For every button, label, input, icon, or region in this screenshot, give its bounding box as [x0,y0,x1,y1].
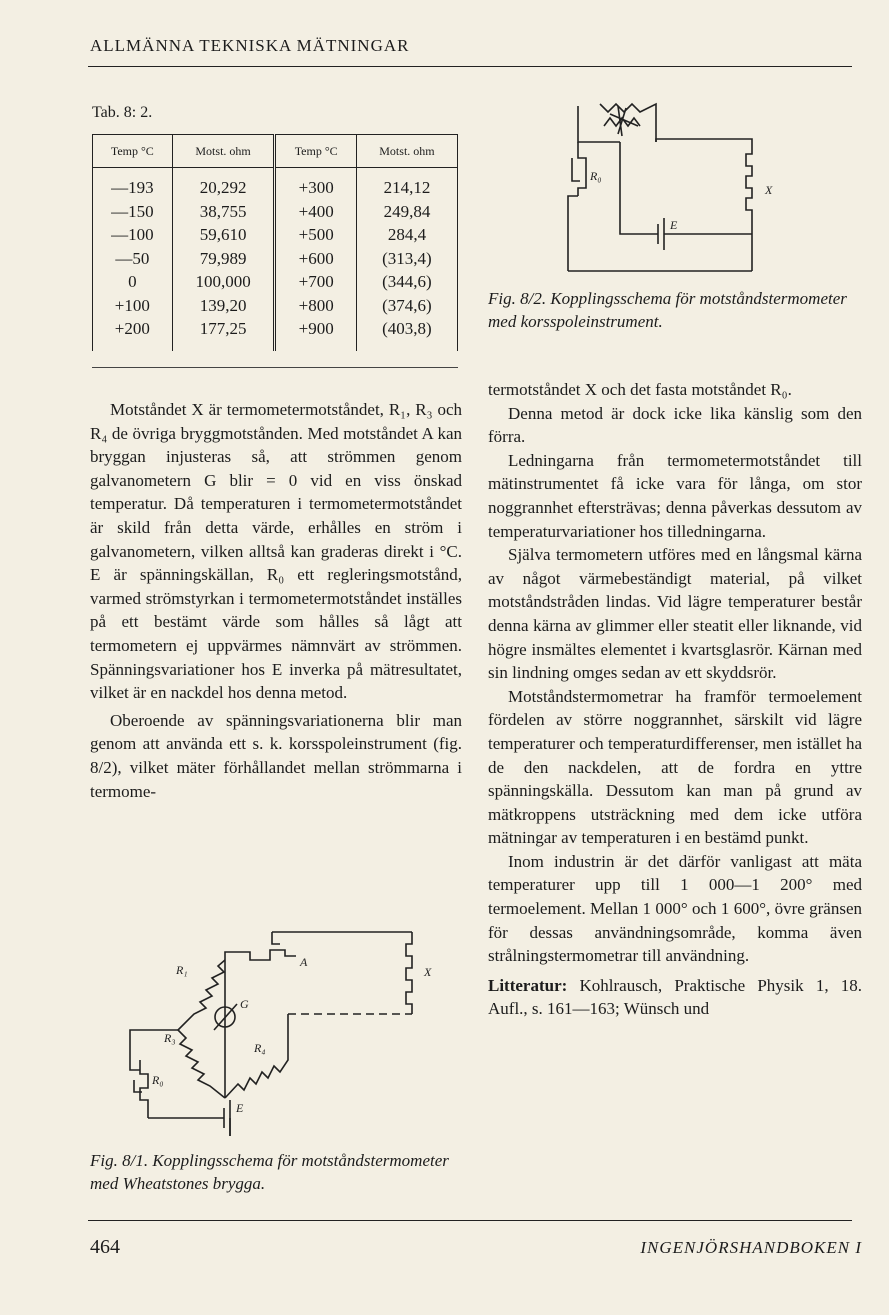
table-cell: —50 [93,247,173,271]
page-number: 464 [90,1236,120,1258]
fig2-label-r0: R₀ [590,169,602,183]
figure-8-2-caption: Fig. 8/2. Kopplingsschema för motståndstermometer med korsspoleinstrument. [488,289,847,331]
table-cell: 59,610 [172,223,275,247]
header-rule [88,66,852,67]
table-row [93,317,458,351]
paragraph: Inom industrin är det därför vanligast att mäta temperaturer upp till 1 000—1 200° med termoelement. Mellan 1 000° och 1 600°, övre gränsen för dessas användningsområde, komma även strålningstermometrar till användning. [488,851,862,966]
table-bottom-rule [92,367,458,368]
fig1-label-g: G [240,997,249,1011]
table-cell: —193 [93,168,173,200]
table-header-cell: Motst. ohm [172,135,275,168]
table-cell: +800 [275,294,356,318]
paragraph: Denna metod är dock icke lika känslig som den förra. [488,403,862,447]
paragraph: Själva termometern utföres med en långsmal kärna av något värmebeständigt material, på vilket motståndstråden lindas. Vid lägre temperaturer består denna kärna av glimmer eller steatit eller liknande, vid högre insmältes elementet i kvartsglasrör. Kärnan med sin lindning omges sedan av ett skyddsrör. [488,545,862,683]
table-cell: 0 [93,270,173,294]
fig2-label-x: X [765,183,773,197]
table-cell: —100 [93,223,173,247]
table-header-cell: Temp °C [93,135,173,168]
table-cell: (344,6) [356,270,457,294]
table-row [93,270,458,294]
fig1-label-e: E [236,1101,244,1115]
table-cell: 20,292 [172,168,275,200]
table-cell: 177,25 [172,317,275,351]
literature-text: Kohlrausch, Praktische Physik 1, 18. Aufl., s. 161—163; Wünsch und [488,975,863,1019]
table-cell: +100 [93,294,173,318]
table-cell: —150 [93,200,173,224]
table-cell: +700 [275,270,356,294]
fig1-label-r4: R₄ [254,1041,266,1055]
literature-paragraph [488,974,862,1021]
table-cell: +400 [275,200,356,224]
table-cell: 139,20 [172,294,275,318]
fig1-label-r3: R₃ [164,1031,176,1045]
paragraph: termotståndet X och det fasta motståndet R₀. [488,380,792,399]
footer-rule [88,1220,852,1221]
book-title: INGENJÖRSHANDBOKEN I [640,1238,862,1257]
table-cell: 38,755 [172,200,275,224]
literature-label: Litteratur: [488,975,568,995]
table-row [93,294,458,318]
fig1-label-r1: R₁ [176,963,188,977]
fig1-label-x: X [424,965,432,979]
paragraph: Oberoende av spänningsvariationerna blir man genom att använda ett s. k. korsspoleinstrument (fig. 8/2), vilket mäter förhållandet mellan strömmarna i termome- [90,710,462,801]
table-cell: 214,12 [356,168,457,200]
table-cell: 79,989 [172,247,275,271]
right-column [488,378,862,1021]
fig1-label-a: A [300,955,308,969]
fig2-label-e: E [670,218,678,232]
figure-8-1-diagram [120,922,430,1144]
table-cell: (313,4) [356,247,457,271]
table-header-row [93,135,458,168]
figure-8-1-caption: Fig. 8/1. Kopplingsschema för motståndstermometer med Wheatstones brygga. [90,1151,449,1193]
table-cell: +500 [275,223,356,247]
fig1-label-r0: R₀ [152,1073,164,1087]
table-header-cell: Motst. ohm [356,135,457,168]
paragraph: Motståndstermometrar ha framför termoelement fördelen av större noggrannhet, särskilt vid lägre temperaturer och temperaturdifferenser, men istället ha de den nackdelen, att de fordra en yttre spänningskälla. Dessutom kan man på grund av mätkroppens utsträckning med dem icke utföra mätningar av temperaturen i en bestämd punkt. [488,686,862,848]
table-cell: +900 [275,317,356,351]
table-row [93,168,458,200]
running-title: ALLMÄNNA TEKNISKA MÄTNINGAR [90,36,410,55]
figure-8-2-diagram [560,96,780,276]
table-cell: 249,84 [356,200,457,224]
table-label: Tab. 8: 2. [92,104,153,121]
table-row [93,200,458,224]
resistance-table [92,134,458,351]
table-cell: +600 [275,247,356,271]
table-cell: 100,000 [172,270,275,294]
table-row [93,223,458,247]
table-cell: +200 [93,317,173,351]
table-header-cell: Temp °C [275,135,356,168]
table-cell: +300 [275,168,356,200]
paragraph: Ledningarna från termometermotståndet till mätinstrumentet få icke vara för långa, om stor noggrannhet eftersträvas; denna påverkas dessutom av temperaturvariationer hos tilledningarna. [488,450,862,541]
table-cell: (374,6) [356,294,457,318]
table-cell: (403,8) [356,317,457,351]
paragraph: Motståndet X är termometermotståndet, R₁, R₃ och R₄ de övriga bryggmotstånden. Med motståndet A kan bryggan injusteras så, att strömmen genom galvanometern G blir = 0 vid en viss önskad temperatur. Då temperaturen i termometermotståndet är skild från detta värde, erhålles en ström i galvanometern, vilken alltså kan graderas direkt i °C. E är spänningskällan, R₀ ett regleringsmotstånd, varmed strömstyrkan i termometermotståndet inställes på ett bestämt värde som hålles så lågt att termometern ej uppvärmes nämnvärt av strömmen. Spänningsvariationer hos E inverka på mätresultatet, vilket är en nackdel hos denna metod. [90,400,462,703]
table-row [93,247,458,271]
left-column [90,398,462,803]
table-cell: 284,4 [356,223,457,247]
